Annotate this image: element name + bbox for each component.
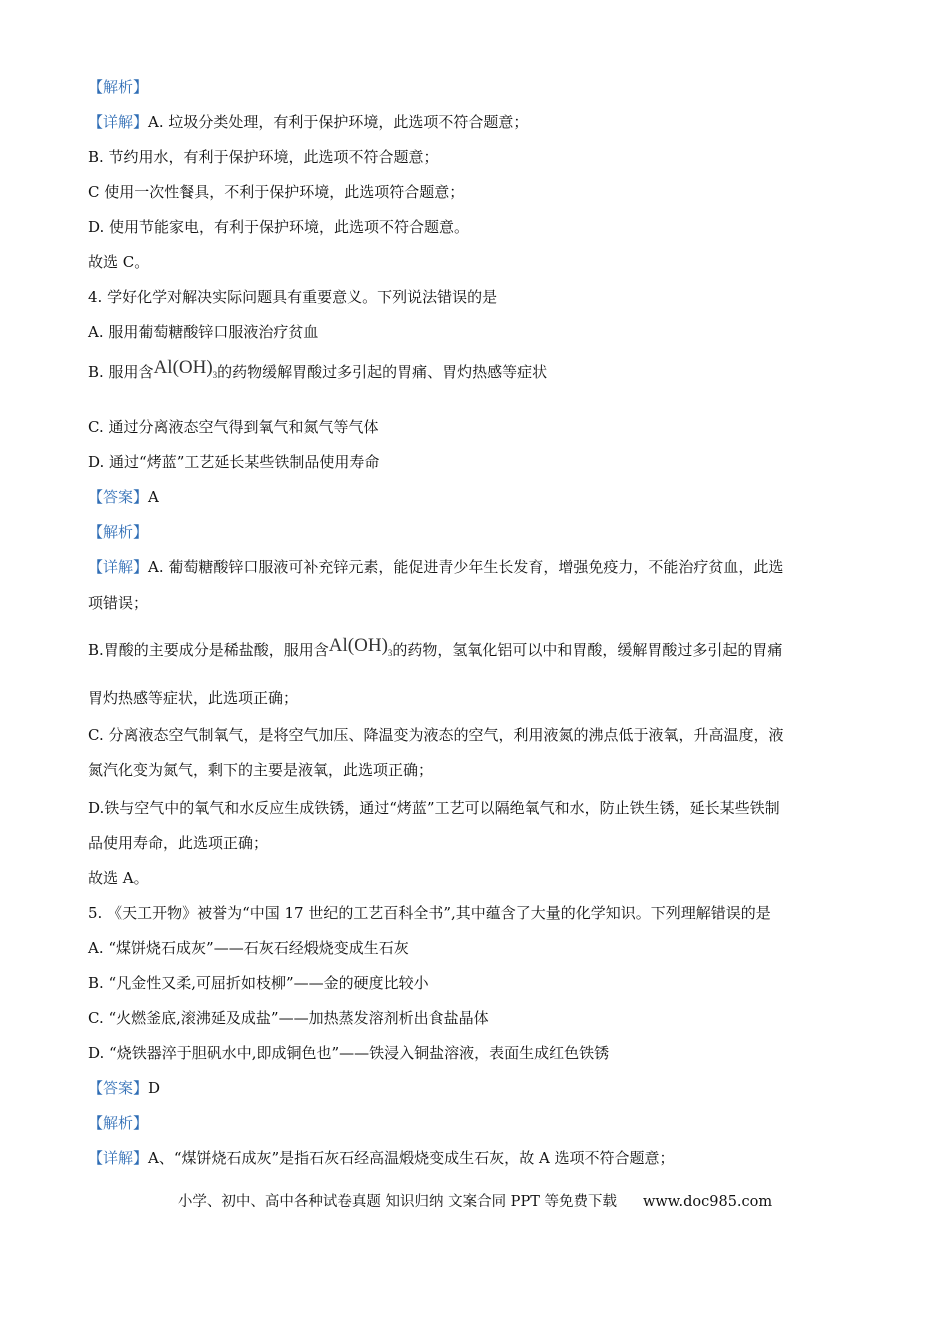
page-footer bbox=[0, 1192, 950, 1212]
line-text: B. 服用含 bbox=[88, 363, 154, 381]
footer-text: 小学、初中、高中各种试卷真题 知识归纳 文案合同 PPT 等免费下载 bbox=[177, 1194, 617, 1210]
line-text: D. 使用节能家电，有利于保护环境，此选项不符合题意。 bbox=[88, 218, 470, 236]
line-text: A. 服用葡萄糖酸锌口服液治疗贫血 bbox=[88, 323, 319, 341]
text-line bbox=[88, 287, 497, 307]
text-line bbox=[88, 77, 148, 97]
text-line bbox=[88, 557, 783, 577]
line-text: 故选 A。 bbox=[88, 869, 149, 887]
line-text: 5. 《天工开物》被誉为“中国 17 世纪的工艺百科全书”,其中蕴含了大量的化学知识。下列理解错误的是 bbox=[88, 904, 771, 922]
line-text: A bbox=[148, 488, 159, 506]
text-line bbox=[88, 522, 148, 542]
line-text: D.铁与空气中的氧气和水反应生成铁锈，通过“烤蓝”工艺可以隔绝氧气和水，防止铁生锈，延长某些铁制 bbox=[88, 799, 780, 817]
line-text: A. 葡萄糖酸锌口服液可补充锌元素，能促进青少年生长发育，增强免疫力，不能治疗贫血，此选 bbox=[148, 558, 784, 576]
text-line bbox=[88, 635, 783, 667]
section-tag: 【详解】 bbox=[88, 113, 149, 131]
text-line bbox=[88, 593, 148, 613]
line-text: C. 分离液态空气制氧气，是将空气加压、降温变为液态的空气，利用液氮的沸点低于液氧，升高温度，液 bbox=[88, 726, 784, 744]
formula-main: Al(OH) bbox=[328, 635, 388, 656]
text-line bbox=[88, 357, 548, 389]
formula-main: Al(OH) bbox=[153, 357, 213, 378]
text-line bbox=[88, 688, 298, 708]
chemical-formula bbox=[329, 635, 393, 656]
text-line bbox=[88, 147, 439, 167]
line-text: D bbox=[148, 1079, 161, 1097]
line-text: 氮汽化变为氮气，剩下的主要是液氧，此选项正确； bbox=[88, 761, 434, 779]
text-line bbox=[88, 833, 268, 853]
line-text: D. “烧铁器淬于胆矾水中,即成铜色也”——铁浸入铜盐溶液，表面生成红色铁锈 bbox=[88, 1044, 610, 1062]
line-text: 项错误； bbox=[88, 594, 149, 612]
text-line bbox=[88, 938, 409, 958]
line-text: 胃灼热感等症状，此选项正确； bbox=[88, 689, 299, 707]
chemical-formula bbox=[154, 357, 218, 378]
formula-subscript: 3 bbox=[212, 369, 218, 380]
line-text: 品使用寿命，此选项正确； bbox=[88, 834, 269, 852]
line-text: 4. 学好化学对解决实际问题具有重要意义。下列说法错误的是 bbox=[88, 288, 498, 306]
line-text: A. 垃圾分类处理，有利于保护环境，此选项不符合题意； bbox=[148, 113, 529, 131]
line-text: C. 通过分离液态空气得到氧气和氮气等气体 bbox=[88, 418, 379, 436]
line-text: B. “凡金性又柔,可屈折如枝柳”——金的硬度比较小 bbox=[88, 974, 429, 992]
text-line bbox=[88, 725, 783, 745]
text-line bbox=[88, 217, 469, 237]
text-line bbox=[88, 903, 771, 923]
text-line bbox=[88, 452, 379, 472]
text-line bbox=[88, 1008, 489, 1028]
text-line bbox=[88, 760, 433, 780]
section-tag: 【解析】 bbox=[88, 1114, 149, 1132]
line-text: 故选 C。 bbox=[88, 253, 150, 271]
text-line bbox=[88, 868, 149, 888]
line-text: B.胃酸的主要成分是稀盐酸，服用含 bbox=[88, 641, 329, 659]
line-text-continued: 的药物缓解胃酸过多引起的胃痛、胃灼热感等症状 bbox=[217, 363, 548, 381]
text-line bbox=[88, 182, 464, 202]
line-text: B. 节约用水，有利于保护环境，此选项不符合题意； bbox=[88, 148, 439, 166]
text-line bbox=[88, 798, 780, 818]
line-text: C. “火燃釜底,滚沸延及成盐”——加热蒸发溶剂析出食盐晶体 bbox=[88, 1009, 489, 1027]
text-line bbox=[88, 252, 149, 272]
section-tag: 【详解】 bbox=[88, 1149, 149, 1167]
text-line bbox=[88, 322, 318, 342]
section-tag: 【答案】 bbox=[88, 488, 149, 506]
section-tag: 【解析】 bbox=[88, 523, 149, 541]
line-text-continued: 的药物，氢氧化铝可以中和胃酸，缓解胃酸过多引起的胃痛 bbox=[392, 641, 783, 659]
line-text: D. 通过“烤蓝”工艺延长某些铁制品使用寿命 bbox=[88, 453, 380, 471]
formula-subscript: 3 bbox=[387, 647, 393, 658]
text-line bbox=[88, 1148, 675, 1168]
section-tag: 【解析】 bbox=[88, 78, 149, 96]
text-line bbox=[88, 973, 429, 993]
line-text: A、“煤饼烧石成灰”是指石灰石经高温煅烧变成生石灰，故 A 选项不符合题意； bbox=[148, 1149, 675, 1167]
line-text: A. “煤饼烧石成灰”——石灰石经煅烧变成生石灰 bbox=[88, 939, 409, 957]
line-text: C 使用一次性餐具，不利于保护环境，此选项符合题意； bbox=[88, 183, 465, 201]
text-line bbox=[88, 1078, 160, 1098]
section-tag: 【详解】 bbox=[88, 558, 149, 576]
footer-url[interactable]: www.doc985.com bbox=[642, 1194, 773, 1210]
text-line bbox=[88, 1113, 148, 1133]
text-line bbox=[88, 487, 159, 507]
text-line bbox=[88, 417, 378, 437]
text-line bbox=[88, 112, 528, 132]
text-line bbox=[88, 1043, 609, 1063]
section-tag: 【答案】 bbox=[88, 1079, 149, 1097]
